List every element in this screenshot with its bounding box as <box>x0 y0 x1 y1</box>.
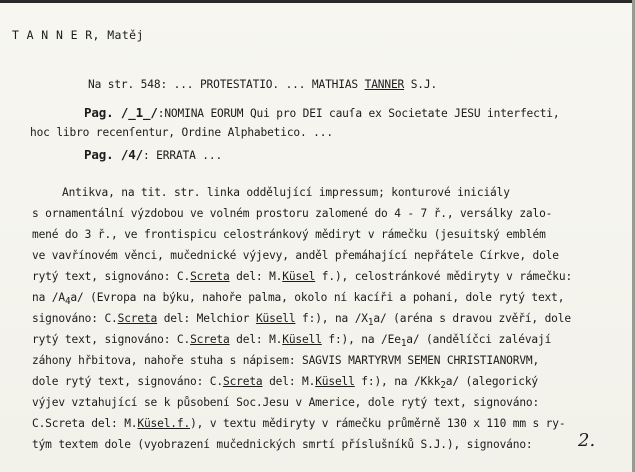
pag1-line <box>84 106 559 121</box>
body-line-2: s ornamentální výzdobou ve volném prostoru zalomené do 4 - 7 ř., versálky zalo- <box>32 207 553 220</box>
l10-a: dole rytý text, signováno: C. <box>32 375 223 388</box>
l7-sig: Screta <box>117 312 158 325</box>
reference-line <box>88 78 437 92</box>
reference-suffix: S.J. <box>410 78 438 91</box>
body-line-4: ve vavřínovém věnci, mučednické výjevy, anděl přemáhající nepřátele Církve, dole <box>32 249 559 262</box>
body-line-7 <box>32 312 571 330</box>
pag1-label: Pag. /_1_/ <box>84 105 158 120</box>
body-line-8 <box>32 333 551 351</box>
body-line-10 <box>32 375 538 393</box>
l5-sig: Screta <box>190 270 230 283</box>
l5-b: Küsel <box>282 270 316 283</box>
card-heading: T A N N E R, Matěj <box>12 28 144 42</box>
l8-k: Küsell <box>282 333 322 346</box>
l6-b: a/ (Evropa na býku, nahoře palma, okolo ní kacíři a pohani, dole rytý text, <box>70 291 565 304</box>
l8-sub: 1 <box>400 338 407 350</box>
pag4-line <box>84 148 222 163</box>
l10-sig: Screta <box>222 375 263 388</box>
body-line-1: Antikva, na tit. str. linka oddělující impressum; konturové iniciály <box>62 186 510 199</box>
l5-start: rytý text, signováno: C. <box>32 270 191 283</box>
pag1-cont: hoc libro recenſentur, Ordine Alphabetico. ... <box>30 126 333 139</box>
l10-c: f:), na /Kkk <box>354 375 441 388</box>
page-number: 2. <box>578 430 596 451</box>
l8-a: rytý text, signováno: C. <box>32 333 191 346</box>
l8-c: f:), na /Ee <box>321 333 401 346</box>
l6-a: na /A <box>32 291 65 304</box>
l8-d: a/ (andělíčci zalévají <box>406 333 552 346</box>
l5-a: del: M. <box>229 270 283 283</box>
l10-sub: 2 <box>440 380 446 392</box>
body-line-5 <box>32 270 572 284</box>
l10-d: a/ (alegorický <box>445 375 538 388</box>
l7-a: signováno: C. <box>32 312 118 325</box>
reference-prefix: Na str. 548: ... PROTESTATIO. ... MATHIAS <box>88 78 359 91</box>
body-line-12 <box>32 417 565 431</box>
body-line-9: záhony hřbitova, nahoře stuha s nápisem: SAGVIS MARTYRVM SEMEN CHRISTIANORVM, <box>32 354 540 367</box>
l10-k: Küsell <box>315 375 355 388</box>
l8-sig: Screta <box>190 333 230 346</box>
pag4-text: : ERRATA ... <box>143 149 223 162</box>
l7-c: f:), na /X <box>295 312 368 325</box>
l6-sub: 4 <box>64 296 71 308</box>
card-top-edge <box>0 0 635 3</box>
body-line-3: mené do 3 ř., ve frontispicu celostránkový mědiryt v rámečku (jesuitský emblém <box>32 228 546 241</box>
body-line-6 <box>32 291 564 309</box>
l10-b: del: M. <box>262 375 316 388</box>
pag1-text: :NOMINA EORUM Qui pro DEI cauſa ex Societate JESU interfecti, <box>157 107 560 120</box>
l7-b: del: Melchior <box>157 312 256 325</box>
l7-sub: 1 <box>367 317 374 329</box>
reference-tanner: TANNER <box>364 78 405 91</box>
l12-b: ), v textu mědiryty v rámečku průměrně 130 x 110 mm s ry- <box>190 417 566 430</box>
body-line-13: tým textem dole (vyobrazení mučednických smrtí příslušníků S.J.), signováno: <box>32 438 533 451</box>
l7-d: a/ (aréna s dravou zvěří, dole <box>373 312 571 325</box>
l5-c: f.), celostránkové mědiryty v rámečku: <box>315 270 573 283</box>
l7-k: Küsell <box>255 312 296 325</box>
l12-a: C.Screta del: M. <box>32 417 138 430</box>
l12-k: Küsel.f. <box>137 417 191 430</box>
l8-b: del: M. <box>229 333 283 346</box>
body-line-11: výjev vztahující se k působení Soc.Jesu v Americe, dole rytý text, signováno: <box>32 396 540 409</box>
pag4-label: Pag. /4/ <box>84 147 144 162</box>
